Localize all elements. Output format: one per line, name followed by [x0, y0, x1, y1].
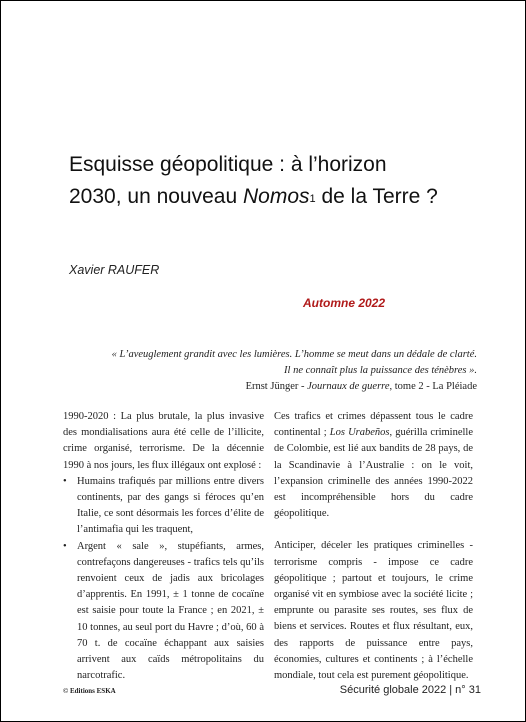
paragraph-italic: Los Urabeños [329, 427, 390, 439]
paragraph: Anticiper, déceler les pratiques criminelles - terrorisme compris - impose ce cadre géopolitique ; partout et toujours, le crime organisé vit en symbiose avec la société licite ; emprunte ou parasite ses routes, ses flux de biens et services. Routes et flux résultant, eux, des rapports de puissance entre pays, économies, cultures et continents ; à l’échelle mondiale, tout cela est purement géopolitique. [274, 540, 473, 682]
bullet-list [63, 474, 264, 685]
footnote-ref[interactable]: 1 [309, 193, 316, 205]
title-nomos: Nomos [243, 185, 310, 208]
epigraph [57, 347, 477, 395]
title-line-2-start: 2030, un nouveau [69, 185, 243, 208]
epigraph-work: Journaux de guerre [307, 381, 390, 392]
bullet-item: • Humains trafiqués par millions entre divers continents, par des gangs si féroces qu’en Italie, ce sont désormais les forces d’élite de l’antimafia qui les traquent, [63, 474, 264, 539]
title-line-2 [69, 181, 489, 213]
title-line-1: Esquisse géopolitique : à l’horizon [69, 153, 387, 176]
body-column-right [274, 409, 473, 684]
body-column-left [63, 409, 264, 684]
article-title [69, 149, 489, 213]
paragraph-text: Ces trafics et crimes dépassent tous le cadre continental ; [274, 411, 473, 439]
author-name: Xavier RAUFER [69, 263, 160, 277]
journal-footer: Sécurité globale 2022 | n° 31 [339, 684, 481, 696]
publisher-credit: © Editions ESKA [63, 687, 116, 695]
bullet-item: • Argent « sale », stupéfiants, armes, contrefaçons dangereuses - trafics tels qu’ils renvoient ceux de jadis aux bricolages d’apprentis. En 1991, ± 1 tonne de cocaïne est saisie pour toute la France ; en 2021, ± 10 tonnes, au seul port du Havre ; d’où, 60 à 70 t. de cocaïne échappant aux saisies arrivent aux caïds métropolitains du narcotrafic. [63, 539, 264, 685]
title-line-2-end: de la Terre ? [315, 185, 438, 208]
epigraph-source: , tome 2 - La Pléiade [389, 381, 477, 392]
epigraph-author: Ernst Jünger - [245, 381, 308, 392]
issue-date: Automne 2022 [303, 296, 386, 310]
epigraph-quote-line-1: « L’aveuglement grandit avec les lumières. L’homme se meut dans un dédale de clarté. [111, 349, 477, 360]
intro-paragraph: 1990-2020 : La plus brutale, la plus invasive des mondialisations aura été celle de l’illicite, crime organisé, terrorisme. De la décennie 1990 à nos jours, les flux illégaux ont explosé : [63, 411, 264, 471]
paragraph [274, 409, 473, 522]
epigraph-quote-line-2: Il ne connaît plus la puissance des ténèbres ». [284, 365, 477, 376]
paragraph-text: , guérilla criminelle de Colombie, est lié aux bandits de 28 pays, de la Scandinavie à l’Australie : on le voit, l’expansion criminelle des années 1990-2022 est incompréhensible hors du cadre géopolitique. [274, 427, 473, 520]
epigraph-attribution [57, 379, 477, 395]
